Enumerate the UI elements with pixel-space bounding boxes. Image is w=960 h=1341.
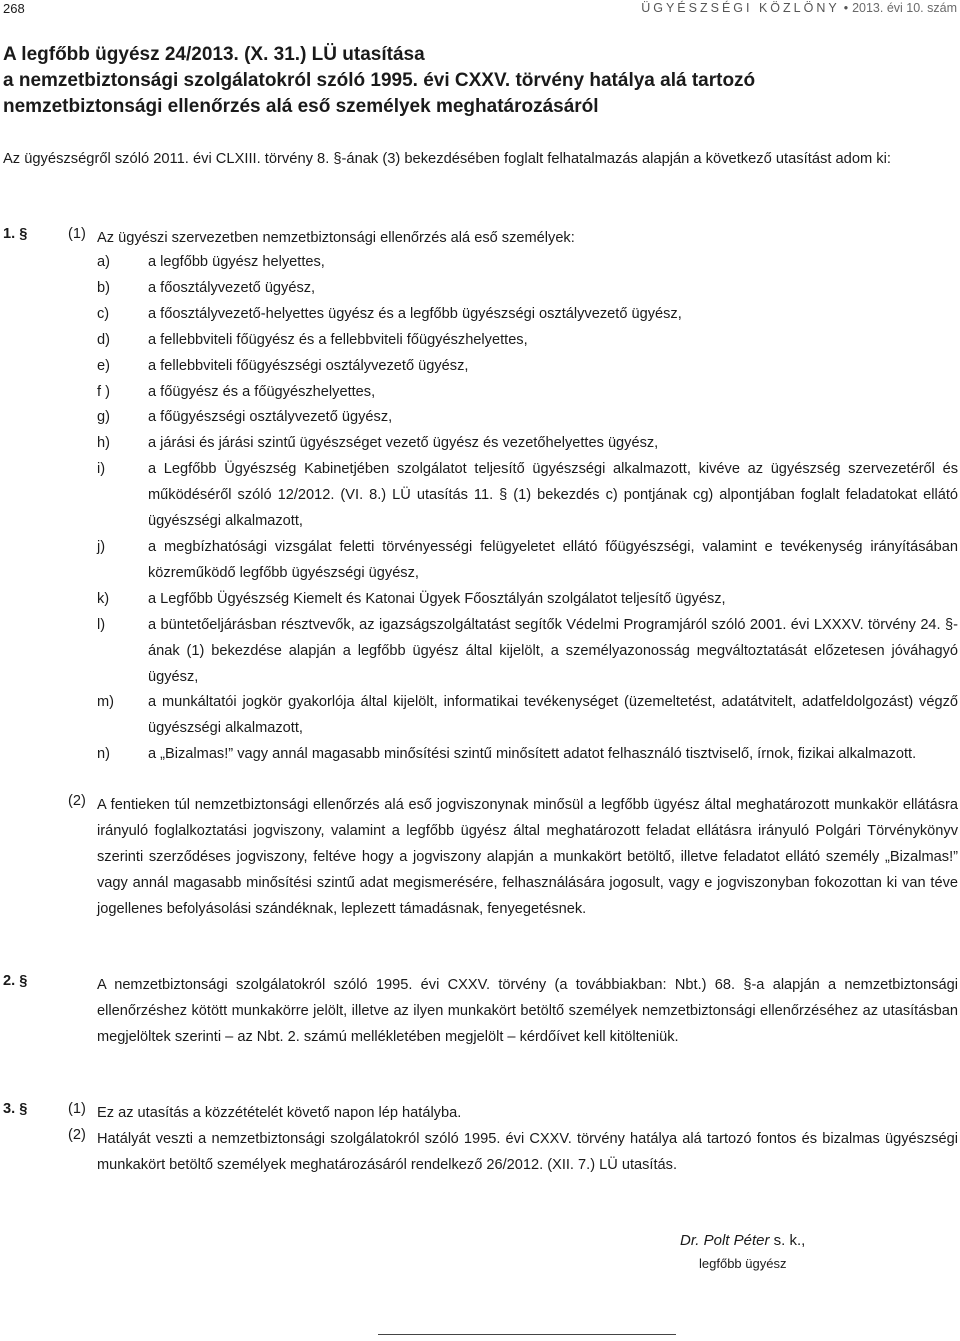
signatory-role: legfőbb ügyész: [699, 1256, 787, 1271]
section-3-paragraph-2-number: (2): [68, 1127, 86, 1143]
section-1-paragraph-1-number: (1): [68, 226, 86, 242]
list-item-label: c): [97, 305, 110, 322]
section-3-number: 3. §: [3, 1101, 28, 1117]
list-item-label: l): [97, 616, 106, 633]
list-item-label: a): [97, 254, 110, 270]
list-item: [97, 405, 958, 431]
list-item: [97, 457, 958, 535]
section-1-paragraph-2-text: A fentieken túl nemzetbiztonsági ellenőrzés alá eső jogviszonynak minősül a legfőbb ügyész által meghatározott munkakör ellátásra irányuló foglalkoztatási jogviszony, valamint a legfőbb ügyész által meghatározott feladat ellátásra irányuló Polgári Törvénykönyv szerinti szerződéses jogviszony, feltéve hogy a jogviszony alapján a munkakört betöltő, illetve feladatot ellátó személy „Bizalmas!” vagy annál magasabb minősítési szintű adat megismerésére, felhasználására jogosult, vagy e jogviszonyban fokozottan ki van téve jogellenes befolyásolási szándéknak, leplezett támadásnak, fenyegetésnek.: [97, 797, 958, 917]
document-title: [3, 42, 943, 120]
list-item-label: h): [97, 435, 110, 452]
preamble: Az ügyészségről szóló 2011. évi CLXIII. törvény 8. §-ának (3) bekezdésében foglalt felhatalmazás alapján a következő utasítást adom ki:: [3, 151, 891, 167]
list-item-text: a főügyész és a főügyészhelyettes,: [148, 383, 376, 400]
list-item-label: i): [97, 461, 106, 478]
signatory-suffix: s. k.,: [769, 1232, 806, 1249]
list-item: [97, 328, 958, 354]
list-item-label: g): [97, 409, 110, 426]
list-item: [97, 302, 958, 328]
signature: [680, 1232, 805, 1249]
list-item-text: a legfőbb ügyész helyettes,: [148, 254, 325, 270]
section-3-paragraph-1-text: Ez az utasítás a közzétételét követő napon lép hatályba.: [97, 1105, 462, 1121]
list-item-text: a főosztályvezető-helyettes ügyész és a legfőbb ügyészségi osztályvezető ügyész,: [148, 305, 682, 322]
section-2-text: A nemzetbiztonsági szolgálatokról szóló 1995. évi CXXV. törvény (a továbbiakban: Nbt.) 68. §-a alapján a nemzetbiztonsági ellenőrzéshez kötött munkakörre jelölt, illetve az ilyen munkakört betöltő személyek nemzetbiztonsági ellenőrzéséhez az utasításban megjelöltek szerinti – az Nbt. 2. számú mellékletében megjelölt – kérdőívet kell kitölteniük.: [97, 977, 958, 1045]
page-number: 268: [3, 1, 25, 16]
title-line-3: nemzetbiztonsági ellenőrzés alá eső személyek meghatározásáról: [3, 96, 599, 117]
title-line-2: a nemzetbiztonsági szolgálatokról szóló 1995. évi CXXV. törvény hatálya alá tartozó: [3, 70, 756, 91]
list-item-text: a járási és járási szintű ügyészséget vezető ügyész és vezetőhelyettes ügyész,: [148, 435, 659, 452]
list-item: [97, 354, 958, 380]
section-3-paragraph-2-text: Hatályát veszti a nemzetbiztonsági szolgálatokról szóló 1995. évi CXXV. törvény hatálya alá tartozó fontos és bizalmas ügyészségi munkakört betöltő személyek meghatározásáról rendelkező 26/2012. (XII. 7.) LÜ utasítás.: [97, 1131, 958, 1173]
list-item: [97, 250, 958, 276]
list-item-text: a fellebbviteli főügyészségi osztályvezető ügyész,: [148, 357, 469, 374]
list-item-text: a fellebbviteli főügyész és a fellebbviteli főügyészhelyettes,: [148, 331, 528, 348]
section-1-number: 1. §: [3, 226, 28, 242]
list-item: [97, 431, 958, 457]
list-item-label: d): [97, 331, 110, 348]
person-list: [97, 250, 958, 768]
title-line-1: A legfőbb ügyész 24/2013. (X. 31.) LÜ utasítása: [3, 44, 425, 65]
list-item: [97, 613, 958, 691]
list-item-text: a „Bizalmas!” vagy annál magasabb minősítési szintű minősített adatot felhasználó tisztviselő, írnok, fizikai alkalmazott.: [148, 746, 917, 763]
list-item: [97, 535, 958, 587]
journal-name: ÜGYÉSZSÉGI KÖZLÖNY: [641, 1, 840, 15]
footer-divider: [378, 1334, 676, 1335]
section-2-number: 2. §: [3, 973, 28, 989]
list-item-text: a büntetőeljárásban résztvevők, az igazságszolgáltatást segítők Védelmi Programjáról szóló 2001. évi LXXXV. törvény 24. §-ának (1) bekezdése alapján a legfőbb ügyész által kijelölt, a személyazonosság megváltoztatását előzetesen jóváhagyó ügyész,: [148, 616, 958, 685]
list-item-text: a megbízhatósági vizsgálat feletti törvényességi felügyeletet ellátó főügyészségi, valamint e tevékenység irányításában közreműködő legfőbb ügyészségi ügyész,: [148, 538, 958, 581]
list-item-label: b): [97, 279, 110, 296]
list-item-label: j): [97, 538, 106, 555]
list-item-text: a Legfőbb Ügyészség Kabinetjében szolgálatot teljesítő ügyészségi alkalmazott, kivéve az ügyészség szervezetéről és működéséről szóló 12/2012. (VI. 8.) LÜ utasítás 11. § (1) bekezdés c) pontjának cg) alpontjában foglalt feladatokat ellátó ügyészségi alkalmazott,: [148, 461, 958, 530]
journal-title: [641, 1, 957, 15]
list-item-label: e): [97, 357, 110, 374]
list-item-text: a főosztályvezető ügyész,: [148, 279, 316, 296]
section-1-paragraph-2-number: (2): [68, 793, 86, 809]
section-1-paragraph-1-text: Az ügyészi szervezetben nemzetbiztonsági ellenőrzés alá eső személyek:: [97, 230, 575, 246]
signatory-name: Dr. Polt Péter: [680, 1232, 770, 1249]
list-item-text: a Legfőbb Ügyészség Kiemelt és Katonai Ügyek Főosztályán szolgálatot teljesítő ügyész,: [148, 590, 726, 607]
list-item: [97, 742, 958, 768]
header-separator: •: [843, 1, 849, 15]
section-3-paragraph-1-number: (1): [68, 1101, 86, 1117]
list-item-label: n): [97, 746, 110, 763]
list-item: [97, 276, 958, 302]
list-item: [97, 587, 958, 613]
list-item: [97, 380, 958, 406]
page-header: [3, 0, 957, 22]
list-item-label: f ): [97, 383, 110, 400]
list-item-label: k): [97, 590, 110, 607]
list-item-label: m): [97, 694, 115, 711]
list-item: [97, 690, 958, 742]
list-item-text: a főügyészségi osztályvezető ügyész,: [148, 409, 393, 426]
issue-info: 2013. évi 10. szám: [852, 1, 957, 15]
list-item-text: a munkáltatói jogkör gyakorlója által kijelölt, informatikai tevékenységet (üzemeltetést, adatátvitelt, adatfeldolgozást) végző ügyészségi alkalmazott,: [148, 694, 958, 737]
